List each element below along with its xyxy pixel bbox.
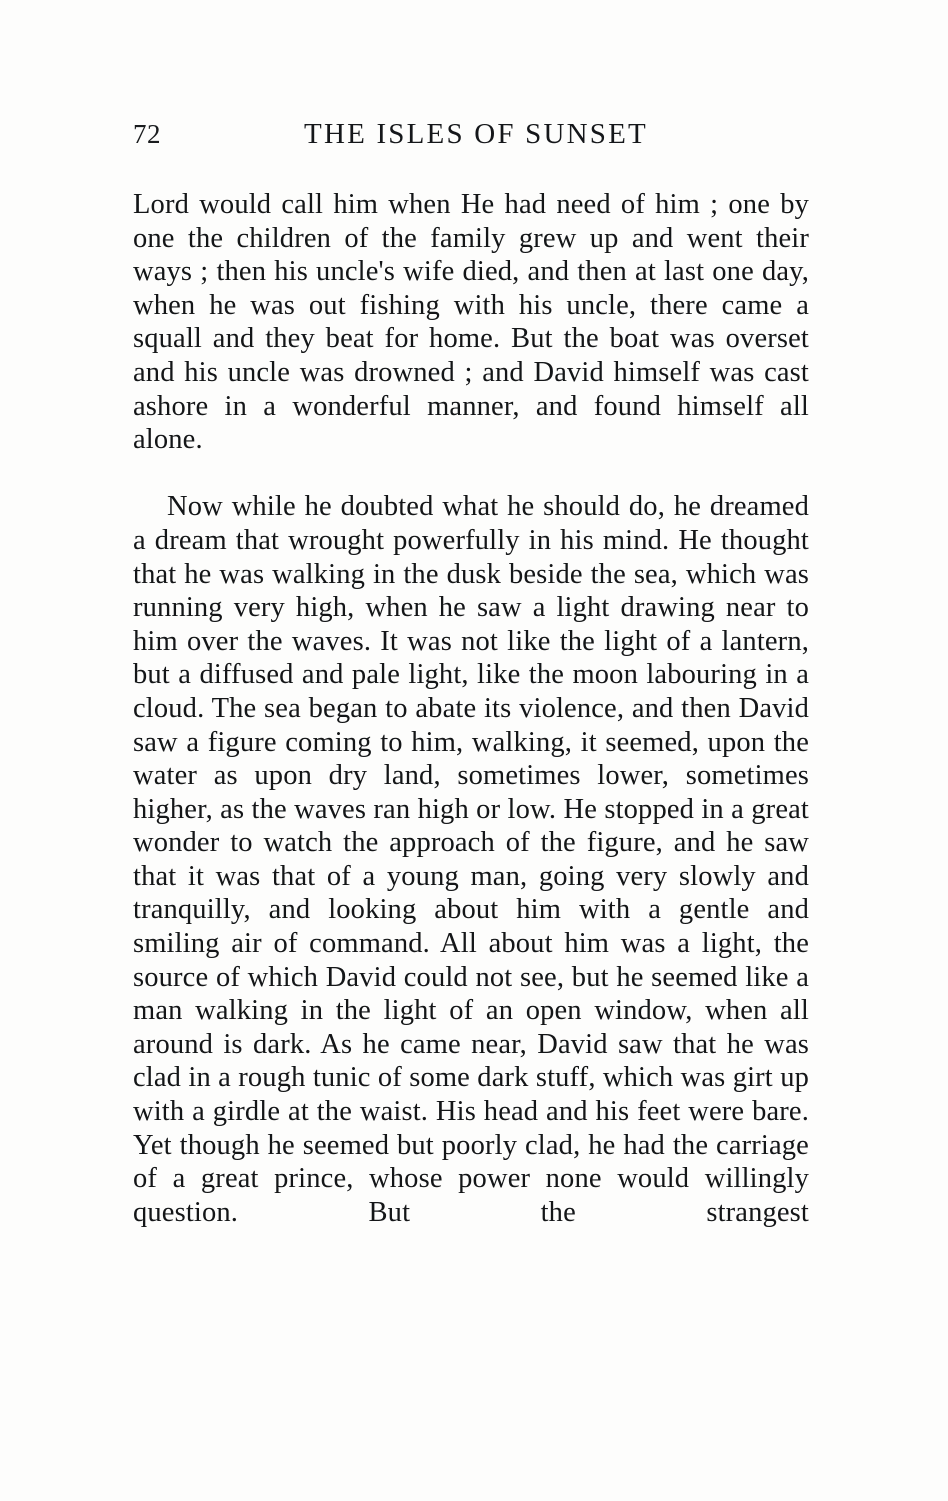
paragraph: Now while he doubted what he should do, he dreamed a dream that wrought powerfully in his mind. He thought that he was walking in the dusk beside the sea, which was running very high, when he saw a light drawing near to him over the waves. It was not like the light of a lantern, but a diffused and pale light, like the moon labouring in a cloud. The sea began to abate its violence, and then David saw a figure coming to him, walking, it seemed, upon the water as upon dry land, sometimes lower, sometimes higher, as the waves ran high or low. He stopped in a great wonder to watch the approach of the figure, and he saw that it was that of a young man, going very slowly and tranquilly, and looking about him with a gentle and smiling air of command. All about him was a light, the source of which David could not see, but he seemed like a man walking in the light of an open window, when all around is dark. As he came near, David saw that he was clad in a rough tunic of some dark stuff, which was girt up with a girdle at the waist. His head and his feet were bare. Yet though he seemed but poorly clad, he had the carriage of a great prince, whose power none would willingly question. But the strangest [133, 491, 809, 1228]
body-text [133, 188, 809, 1263]
paragraph: Lord would call him when He had need of him ; one by one the children of the family grew up and went their ways ; then his uncle's wife died, and then at last one day, when he was out fishing with his uncle, there came a squall and they beat for home. But the boat was overset and his uncle was drowned ; and David himself was cast ashore in a wonderful manner, and found himself all alone. [133, 189, 809, 456]
running-head [133, 118, 809, 158]
running-title: THE ISLES OF SUNSET [304, 118, 648, 150]
page-number: 72 [133, 119, 161, 149]
page-content [133, 118, 809, 1263]
